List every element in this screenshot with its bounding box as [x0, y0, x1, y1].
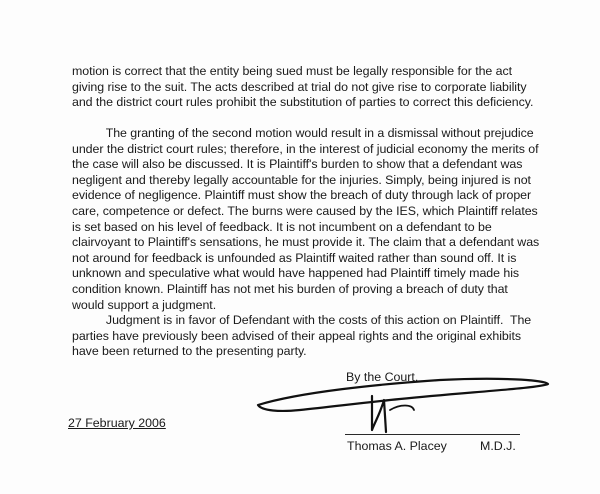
text-line: and the district court rules prohibit the substitution of parties to correct this deficiency. [72, 95, 534, 110]
text-line: unknown and speculative what would have happened had Plaintiff timely made his [72, 266, 520, 281]
text-line: under the district court rules; therefore, in the interest of judicial economy the merits of [72, 141, 539, 156]
signature-line [345, 434, 520, 435]
date: 27 February 2006 [68, 416, 166, 430]
text-line: giving rise to the suit. The acts described at trial do not give rise to corporate liability [72, 79, 527, 94]
text-line: evidence of negligence. Plaintiff must show the breach of duty through lack of proper [72, 188, 532, 203]
text-line: would support a judgment. [72, 297, 217, 312]
paragraph-liability [72, 64, 542, 111]
paragraph-judgment [72, 313, 542, 360]
text-line: clairvoyant to Plaintiff's sensations, he must provide it. The claim that a defendant was [72, 235, 540, 250]
text-line: Judgment is in favor of Defendant with the costs of this action on Plaintiff. The [72, 313, 532, 327]
text-line: parties have previously been advised of their appeal rights and the original exhibits [72, 328, 521, 343]
judge-name: Thomas A. Placey [347, 439, 447, 453]
text-line: negligent and thereby legally accountable for the injuries. Simply, being injured is not [72, 172, 531, 187]
text-line: the case will also be discussed. It is Plaintiff's burden to show that a defendant was [72, 157, 523, 172]
text-line: not around for feedback is unfounded as Plaintiff waited rather than sound off. It is [72, 250, 517, 265]
paragraph-negligence [72, 126, 542, 313]
text-line: care, competence or defect. The burns were caused by the IES, which Plaintiff relates [72, 203, 538, 218]
closing-text: By the Court, [346, 370, 419, 384]
text-line: condition known. Plaintiff has not met his burden of proving a breach of duty that [72, 281, 508, 296]
text-line: motion is correct that the entity being sued must be legally responsible for the act [72, 64, 513, 78]
text-line: is set based on his level of feedback. It is not incumbent on a defendant to be [72, 219, 492, 234]
text-line: The granting of the second motion would result in a dismissal without prejudice [72, 126, 534, 140]
text-line: have been returned to the presenting party. [72, 344, 307, 359]
judge-title: M.D.J. [480, 439, 516, 453]
